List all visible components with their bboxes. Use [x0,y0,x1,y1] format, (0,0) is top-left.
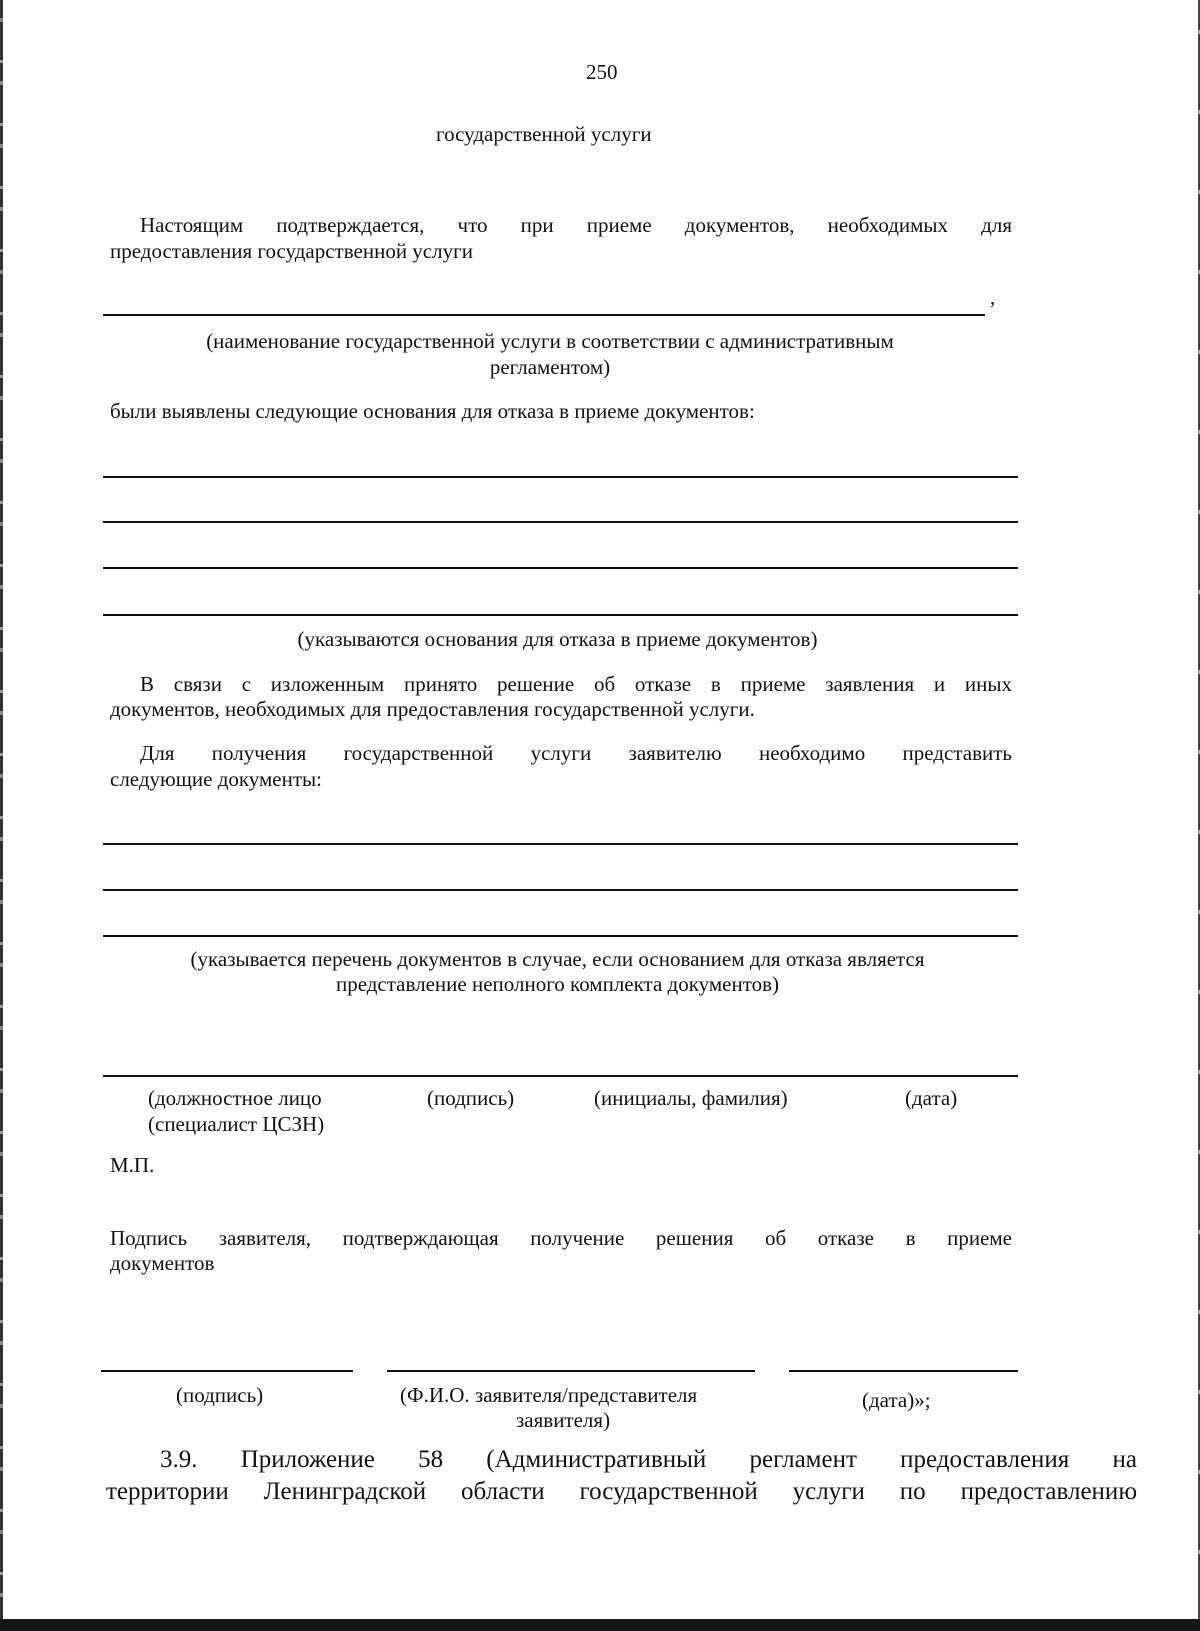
grounds-blank-line-1 [103,476,1018,478]
applicant-date-caption: (дата)»; [862,1388,931,1412]
docs-caption-line-2: представление неполного комплекта документов) [335,972,780,996]
docs-blank-line-2 [103,889,1018,891]
official-date-caption: (дата) [905,1086,958,1110]
decision-line-1: В связи с изложенным принято решение об отказе в приеме заявления и иных [140,672,1012,696]
grounds-blank-line-3 [103,567,1018,569]
section-3-9-line-1: 3.9. Приложение 58 (Административный регламент предоставления на [160,1446,1137,1473]
applicant-name-caption-line-2: заявителя) [516,1408,611,1432]
header-text: государственной услуги [436,122,652,146]
applicant-name-line [387,1370,755,1372]
grounds-caption: (указываются основания для отказа в приеме документов) [297,627,818,651]
applicant-date-line [789,1370,1018,1372]
decision-line-2: документов, необходимых для предоставления государственной услуги. [110,697,755,721]
service-caption-line-2: регламентом) [489,355,611,379]
intro-line-2: предоставления государственной услуги [110,239,473,263]
official-initials-caption: (инициалы, фамилия) [594,1086,788,1110]
applicant-confirmation-line-1: Подпись заявителя, подтверждающая получение решения об отказе в приеме [110,1226,1012,1250]
official-caption-line-1: (должностное лицо [148,1086,322,1110]
docs-blank-line-3 [103,935,1018,937]
service-name-comma: , [990,285,996,309]
stamp-place: М.П. [110,1153,155,1177]
docs-needed-line-1: Для получения государственной услуги заявителю необходимо представить [140,741,1012,765]
scan-edge-left [0,0,3,1631]
page-number: 250 [586,60,618,84]
official-signature-line [103,1075,1018,1077]
applicant-signature-line [101,1370,353,1372]
intro-line-1: Настоящим подтверждается, что при приеме документов, необходимых для [140,213,1012,237]
applicant-signature-caption: (подпись) [176,1383,264,1407]
docs-needed-line-2: следующие документы: [110,767,322,791]
docs-blank-line-1 [103,843,1018,845]
grounds-blank-line-4 [103,614,1018,616]
docs-caption-line-1: (указывается перечень документов в случае, если основанием для отказа является [190,947,925,971]
applicant-confirmation-line-2: документов [110,1251,215,1275]
official-caption-line-2: (специалист ЦСЗН) [148,1112,325,1136]
service-caption-line-1: (наименование государственной услуги в соответствии с административным [206,329,894,353]
grounds-blank-line-2 [103,521,1018,523]
service-name-blank-line [103,314,985,316]
scan-edge-bottom [0,1619,1200,1631]
official-signature-caption: (подпись) [427,1086,515,1110]
applicant-name-caption-line-1: (Ф.И.О. заявителя/представителя [400,1383,698,1407]
grounds-intro: были выявлены следующие основания для отказа в приеме документов: [110,399,755,423]
section-3-9-line-2: территории Ленинградской области государственной услуги по предоставлению [106,1478,1137,1505]
